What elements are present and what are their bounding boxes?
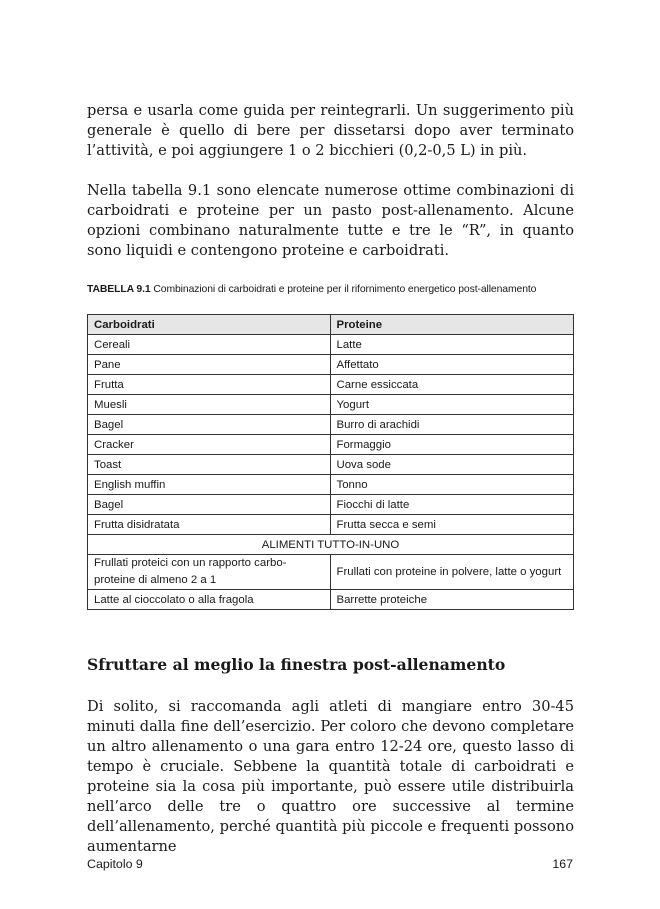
cell-carb: Bagel: [88, 415, 331, 435]
table-caption: [87, 284, 587, 295]
cell-carb: Toast: [88, 455, 331, 475]
table-row: [88, 515, 574, 535]
cell-carb: Cereali: [88, 335, 331, 355]
table-row: [88, 355, 574, 375]
header-carbs: Carboidrati: [88, 315, 331, 335]
table-row: [88, 495, 574, 515]
cell-carb: English muffin: [88, 475, 331, 495]
cell-carb: Bagel: [88, 495, 331, 515]
cell-protein: Latte: [330, 335, 574, 355]
cell-carb: Frutta: [88, 375, 331, 395]
table-row: [88, 475, 574, 495]
table-caption-label: TABELLA 9.1: [87, 284, 151, 295]
section-all-in-one: ALIMENTI TUTTO-IN-UNO: [88, 535, 574, 555]
cell-carb: Pane: [88, 355, 331, 375]
cell-protein: Uova sode: [330, 455, 574, 475]
cell-protein: Tonno: [330, 475, 574, 495]
cell-protein: Affettato: [330, 355, 574, 375]
table-row: [88, 415, 574, 435]
table-header-row: [88, 315, 574, 335]
cell-carb: Latte al cioccolato o alla fragola: [88, 590, 331, 610]
cell-protein: Carne essiccata: [330, 375, 574, 395]
cell-protein: Formaggio: [330, 435, 574, 455]
table-row: [88, 435, 574, 455]
cell-carb: Cracker: [88, 435, 331, 455]
paragraph-hydration: persa e usarla come guida per reintegrarli. Un suggerimento più generale è quello di bere per dissetarsi dopo aver terminato l’attività, e poi aggiungere 1 o 2 bicchieri (0,2-0,5 L) in più.: [87, 102, 574, 159]
table-caption-text: Combinazioni di carboidrati e proteine per il rifornimento energetico post-allenamento: [153, 284, 537, 295]
cell-protein: Burro di arachidi: [330, 415, 574, 435]
header-proteins: Proteine: [330, 315, 574, 335]
footer-chapter: Capitolo 9: [87, 857, 143, 871]
cell-protein: Fiocchi di latte: [330, 495, 574, 515]
cell-protein: Barrette proteiche: [330, 590, 574, 610]
paragraph-table-intro: Nella tabella 9.1 sono elencate numerose ottime combinazioni di carboidrati e proteine per un pasto post-allenamento. Alcune opzioni combinano naturalmente tutte e tre le “R”, in quanto sono liquidi e contengono proteine e carboidrati.: [87, 182, 574, 259]
cell-carb: Frullati proteici con un rapporto carbo-proteine di almeno 2 a 1: [88, 555, 331, 590]
footer-page-number: 167: [552, 857, 573, 871]
table-row: [88, 590, 574, 610]
paragraph-timing: Di solito, si raccomanda agli atleti di mangiare entro 30-45 minuti dalla fine dell’esercizio. Per coloro che devono completare un altro allenamento o una gara entro 12-24 ore, questo lasso di tempo è cruciale. Sebbene la quantità totale di carboidrati e proteine sia la cosa più importante, può essere utile distribuirla nell’arco delle tre o quattro ore successive al termine dell’allenamento, perché quantità più piccole e frequenti possono aumentarne: [87, 698, 574, 855]
cell-protein: Frullati con proteine in polvere, latte o yogurt: [330, 555, 574, 590]
cell-carb: Muesli: [88, 395, 331, 415]
cell-protein: Frutta secca e semi: [330, 515, 574, 535]
table-row: [88, 375, 574, 395]
cell-carb: Frutta disidratata: [88, 515, 331, 535]
cell-protein: Yogurt: [330, 395, 574, 415]
carb-protein-table: [87, 314, 574, 610]
table-section-row: [88, 535, 574, 555]
table-row: [88, 395, 574, 415]
table-row: [88, 455, 574, 475]
table-row: [88, 335, 574, 355]
section-heading: Sfruttare al meglio la finestra post-allenamento: [87, 655, 506, 674]
table-row: [88, 555, 574, 590]
